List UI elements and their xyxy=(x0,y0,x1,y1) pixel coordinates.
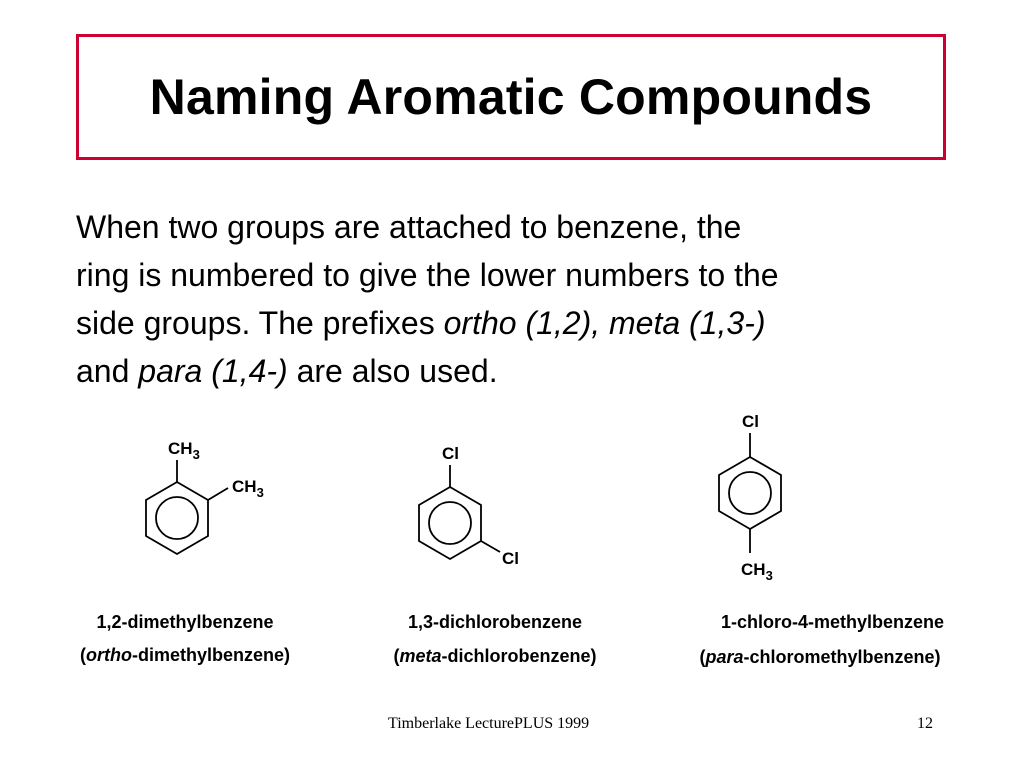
body-line-4-end: are also used. xyxy=(287,353,498,389)
substituent-cl: Cl xyxy=(742,412,759,431)
footer-page-number: 12 xyxy=(917,715,933,732)
ortho-prefix: ortho xyxy=(85,645,132,665)
substituent-cl-a: Cl xyxy=(442,444,459,463)
body-line-3 xyxy=(76,299,976,347)
substituent-ch3-a: $CH_3$ xyxy=(168,439,200,462)
alt-name-rest: -dimethylbenzene) xyxy=(131,645,290,665)
body-line-1: When two groups are attached to benzene, the xyxy=(76,209,742,245)
substituent-ch3-b: $CH_3$ xyxy=(232,477,264,500)
aromatic-circle xyxy=(156,497,198,539)
para-prefix: para (1,4-) xyxy=(138,353,288,389)
title-box xyxy=(76,34,946,160)
body-line-4-text: and xyxy=(76,353,139,389)
compound-name-1: 1,2-dimethylbenzene xyxy=(96,612,274,632)
alt-name-rest: -dichlorobenzene) xyxy=(441,646,597,666)
alt-open-paren: ( xyxy=(699,647,706,667)
compound-name-2: 1,3-dichlorobenzene xyxy=(407,612,583,632)
meta-prefix: meta xyxy=(399,646,442,666)
body-line-2: ring is numbered to give the lower numbers to the xyxy=(76,257,779,293)
compound-alt-name-2 xyxy=(365,646,625,667)
compound-alt-name-1 xyxy=(55,645,315,666)
substituent-ch3: $CH_3$ xyxy=(741,560,773,583)
slide-title: Naming Aromatic Compounds xyxy=(149,69,873,125)
bond-to-substituent-b xyxy=(208,488,228,500)
structure-para-chloromethylbenzene xyxy=(700,405,820,590)
alt-open-paren: ( xyxy=(393,646,400,666)
alt-name-rest: -chloromethylbenzene) xyxy=(743,647,941,667)
alt-open-paren: ( xyxy=(79,645,86,665)
structure-meta-dichlorobenzene xyxy=(400,435,560,585)
body-line-3-text: side groups. The prefixes xyxy=(76,305,444,341)
structure-ortho-dimethylbenzene xyxy=(120,430,300,580)
ortho-meta-prefixes: ortho (1,2), meta (1,3-) xyxy=(443,305,766,341)
body-line-4 xyxy=(76,347,976,395)
aromatic-circle xyxy=(429,502,471,544)
footer-source: Timberlake LecturePLUS 1999 xyxy=(388,715,590,732)
bond-to-substituent-b xyxy=(481,541,500,552)
compound-name-3: 1-chloro-4-methylbenzene xyxy=(720,612,945,632)
body-paragraph xyxy=(76,203,976,395)
substituent-cl-b: Cl xyxy=(502,549,519,568)
compound-alt-name-3 xyxy=(670,647,970,668)
aromatic-circle xyxy=(729,472,771,514)
para-prefix: para xyxy=(705,647,744,667)
